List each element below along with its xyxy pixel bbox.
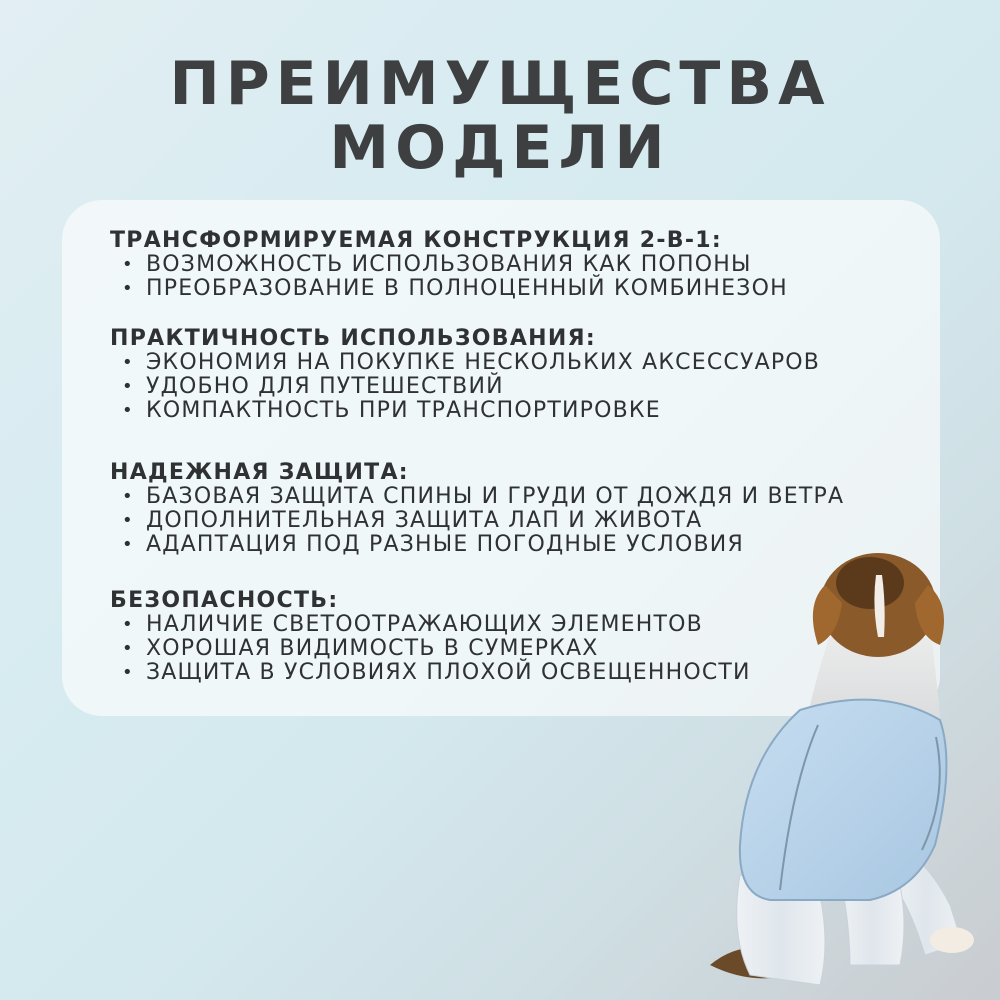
section-transformable <box>110 229 788 301</box>
bullet-icon: • <box>122 662 134 683</box>
list-item: • ХОРОШАЯ ВИДИМОСТЬ В СУМЕРКАХ <box>122 636 599 661</box>
bullet-icon: • <box>122 254 134 275</box>
dog-in-jacket-illustration <box>700 545 1000 1000</box>
bullet-icon: • <box>122 534 134 555</box>
bullet-list <box>110 253 788 301</box>
page-title <box>0 49 1000 183</box>
section-practicality <box>110 327 820 423</box>
section-safety <box>110 589 751 685</box>
bullet-icon: • <box>122 614 134 635</box>
list-item: • АДАПТАЦИЯ ПОД РАЗНЫЕ ПОГОДНЫЕ УСЛОВИЯ <box>122 532 744 557</box>
bullet-icon: • <box>122 278 134 299</box>
section-heading: ТРАНСФОРМИРУЕМАЯ КОНСТРУКЦИЯ 2-В-1: <box>110 228 722 253</box>
section-heading: БЕЗОПАСНОСТЬ: <box>110 588 339 613</box>
list-item: • ПРЕОБРАЗОВАНИЕ В ПОЛНОЦЕННЫЙ КОМБИНЕЗОН <box>122 276 788 301</box>
list-item: • УДОБНО ДЛЯ ПУТЕШЕСТВИЙ <box>122 374 504 399</box>
list-item: • ДОПОЛНИТЕЛЬНАЯ ЗАЩИТА ЛАП И ЖИВОТА <box>122 508 703 533</box>
bullet-list <box>110 613 751 685</box>
list-item: • КОМПАКТНОСТЬ ПРИ ТРАНСПОРТИРОВКЕ <box>122 398 661 423</box>
bullet-icon: • <box>122 352 134 373</box>
section-protection <box>110 461 844 557</box>
bullet-icon: • <box>122 400 134 421</box>
bullet-icon: • <box>122 638 134 659</box>
list-item: • ЭКОНОМИЯ НА ПОКУПКЕ НЕСКОЛЬКИХ АКСЕССУАРОВ <box>122 350 821 375</box>
section-heading: ПРАКТИЧНОСТЬ ИСПОЛЬЗОВАНИЯ: <box>110 326 596 351</box>
list-item: • НАЛИЧИЕ СВЕТООТРАЖАЮЩИХ ЭЛЕМЕНТОВ <box>122 612 703 637</box>
bullet-icon: • <box>122 510 134 531</box>
title-line-1: ПРЕИМУЩЕСТВА <box>169 49 831 119</box>
section-heading: НАДЕЖНАЯ ЗАЩИТА: <box>110 460 409 485</box>
list-item: • ВОЗМОЖНОСТЬ ИСПОЛЬЗОВАНИЯ КАК ПОПОНЫ <box>122 252 752 277</box>
title-line-2: МОДЕЛИ <box>329 113 671 183</box>
list-item: • БАЗОВАЯ ЗАЩИТА СПИНЫ И ГРУДИ ОТ ДОЖДЯ И ВЕТРА <box>122 484 845 509</box>
bullet-icon: • <box>122 486 134 507</box>
list-item: • ЗАЩИТА В УСЛОВИЯХ ПЛОХОЙ ОСВЕЩЕННОСТИ <box>122 660 751 685</box>
bullet-list <box>110 351 820 423</box>
bullet-icon: • <box>122 376 134 397</box>
